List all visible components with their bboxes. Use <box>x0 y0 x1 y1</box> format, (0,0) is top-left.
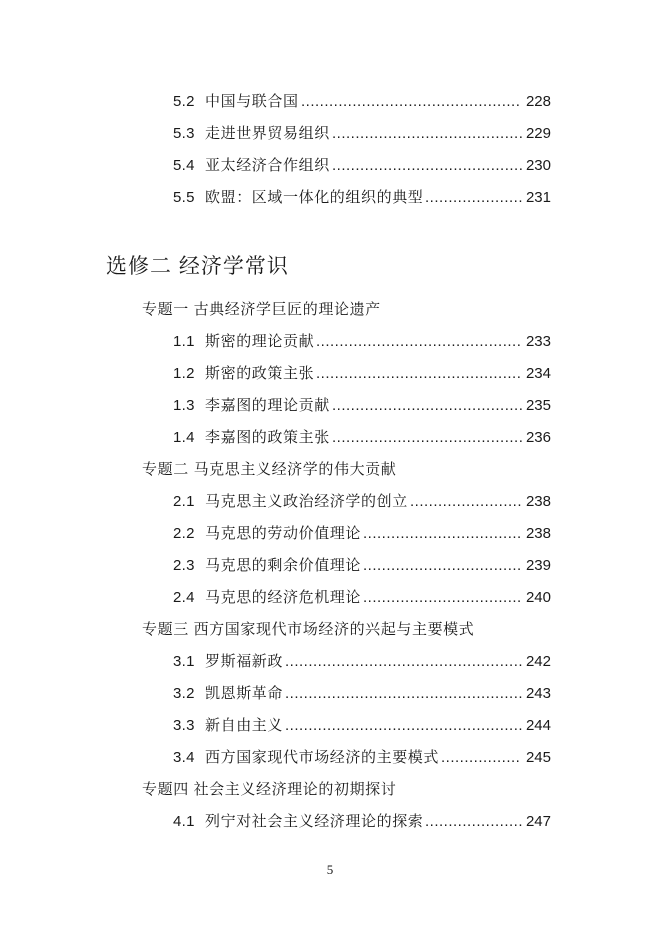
entry-number: 5.3 <box>173 125 195 142</box>
entry-page: 247 <box>525 808 551 836</box>
leader-dots: .................................. <box>363 557 522 574</box>
entry-title: 新自由主义 <box>205 717 284 734</box>
entry-title: 李嘉图的理论贡献 <box>205 397 330 414</box>
entry-title: 马克思的经济危机理论 <box>205 589 362 606</box>
leader-dots: ........................ <box>410 493 523 510</box>
entry-page: 239 <box>525 552 551 580</box>
section-heading: 选修二 经济学常识 <box>106 255 289 278</box>
entry-title: 走进世界贸易组织 <box>205 125 330 142</box>
entry-number: 5.2 <box>173 93 195 110</box>
entry-number: 5.5 <box>173 189 195 206</box>
topic-heading-1[interactable]: 专题一 古典经济学巨匠的理论遗产 <box>142 301 381 318</box>
entry-page: 245 <box>525 744 551 772</box>
entry-number: 3.3 <box>173 717 195 734</box>
toc-entry-2-3[interactable] <box>173 552 551 580</box>
entry-title: 斯密的理论贡献 <box>205 333 315 350</box>
leader-dots: ..................... <box>425 189 524 206</box>
entry-title: 马克思主义政治经济学的创立 <box>205 493 408 510</box>
entry-number: 3.2 <box>173 685 195 702</box>
leader-dots: ......................................... <box>332 125 524 142</box>
entry-title: 亚太经济合作组织 <box>205 157 330 174</box>
leader-dots: ................................................... <box>285 685 524 702</box>
entry-number: 3.4 <box>173 749 195 766</box>
toc-entry-5-4[interactable] <box>173 152 551 180</box>
toc-entry-3-2[interactable] <box>173 680 551 708</box>
entry-number: 2.3 <box>173 557 195 574</box>
entry-title: 斯密的政策主张 <box>205 365 315 382</box>
entry-title: 列宁对社会主义经济理论的探索 <box>205 813 424 830</box>
entry-title: 中国与联合国 <box>205 93 299 110</box>
entry-page: 243 <box>525 680 551 708</box>
toc-entry-3-4[interactable] <box>173 744 551 772</box>
entry-page: 228 <box>525 88 551 116</box>
entry-title: 凯恩斯革命 <box>205 685 284 702</box>
toc-entry-3-3[interactable] <box>173 712 551 740</box>
topic-heading-2[interactable]: 专题二 马克思主义经济学的伟大贡献 <box>142 461 397 478</box>
entry-title: 罗斯福新政 <box>205 653 284 670</box>
entry-number: 2.1 <box>173 493 195 510</box>
entry-title: 李嘉图的政策主张 <box>205 429 330 446</box>
page-number: 5 <box>326 862 334 877</box>
entry-title: 马克思的劳动价值理论 <box>205 525 362 542</box>
leader-dots: ................................................... <box>285 717 524 734</box>
entry-number: 1.4 <box>173 429 195 446</box>
entry-number: 2.2 <box>173 525 195 542</box>
leader-dots: ......................................... <box>332 397 524 414</box>
leader-dots: .................................. <box>363 589 522 606</box>
entry-number: 3.1 <box>173 653 195 670</box>
leader-dots: ................. <box>441 749 521 766</box>
entry-number: 5.4 <box>173 157 195 174</box>
toc-entry-2-4[interactable] <box>173 584 551 612</box>
entry-number: 2.4 <box>173 589 195 606</box>
entry-page: 233 <box>525 328 551 356</box>
entry-page: 231 <box>525 184 551 212</box>
leader-dots: .................................. <box>363 525 522 542</box>
leader-dots: ................................................... <box>285 653 524 670</box>
toc-entry-5-5[interactable] <box>173 184 551 212</box>
leader-dots: ......................................... <box>332 157 524 174</box>
toc-entry-1-3[interactable] <box>173 392 551 420</box>
toc-entry-1-2[interactable] <box>173 360 551 388</box>
leader-dots: ............................................ <box>316 333 522 350</box>
toc-entry-3-1[interactable] <box>173 648 551 676</box>
leader-dots: ..................... <box>425 813 524 830</box>
entry-page: 234 <box>525 360 551 388</box>
leader-dots: ............................................ <box>316 365 522 382</box>
entry-page: 240 <box>525 584 551 612</box>
toc-entry-1-1[interactable] <box>173 328 551 356</box>
entry-page: 244 <box>525 712 551 740</box>
entry-page: 242 <box>525 648 551 676</box>
toc-entry-2-1[interactable] <box>173 488 551 516</box>
entry-title: 西方国家现代市场经济的主要模式 <box>205 749 440 766</box>
leader-dots: ............................................... <box>301 93 521 110</box>
entry-number: 4.1 <box>173 813 195 830</box>
toc-entry-1-4[interactable] <box>173 424 551 452</box>
entry-page: 230 <box>525 152 551 180</box>
entry-page: 238 <box>525 520 551 548</box>
entry-title: 马克思的剩余价值理论 <box>205 557 362 574</box>
topic-heading-4[interactable]: 专题四 社会主义经济理论的初期探讨 <box>142 781 397 798</box>
entry-page: 238 <box>525 488 551 516</box>
entry-page: 229 <box>525 120 551 148</box>
entry-page: 236 <box>525 424 551 452</box>
entry-number: 1.2 <box>173 365 195 382</box>
toc-entry-5-2[interactable] <box>173 88 551 116</box>
entry-number: 1.3 <box>173 397 195 414</box>
entry-page: 235 <box>525 392 551 420</box>
toc-entry-5-3[interactable] <box>173 120 551 148</box>
leader-dots: ......................................... <box>332 429 524 446</box>
toc-entry-2-2[interactable] <box>173 520 551 548</box>
entry-number: 1.1 <box>173 333 195 350</box>
topic-heading-3[interactable]: 专题三 西方国家现代市场经济的兴起与主要模式 <box>142 621 475 638</box>
entry-title: 欧盟：区域一体化的组织的典型 <box>205 189 424 206</box>
toc-entry-4-1[interactable] <box>173 808 551 836</box>
